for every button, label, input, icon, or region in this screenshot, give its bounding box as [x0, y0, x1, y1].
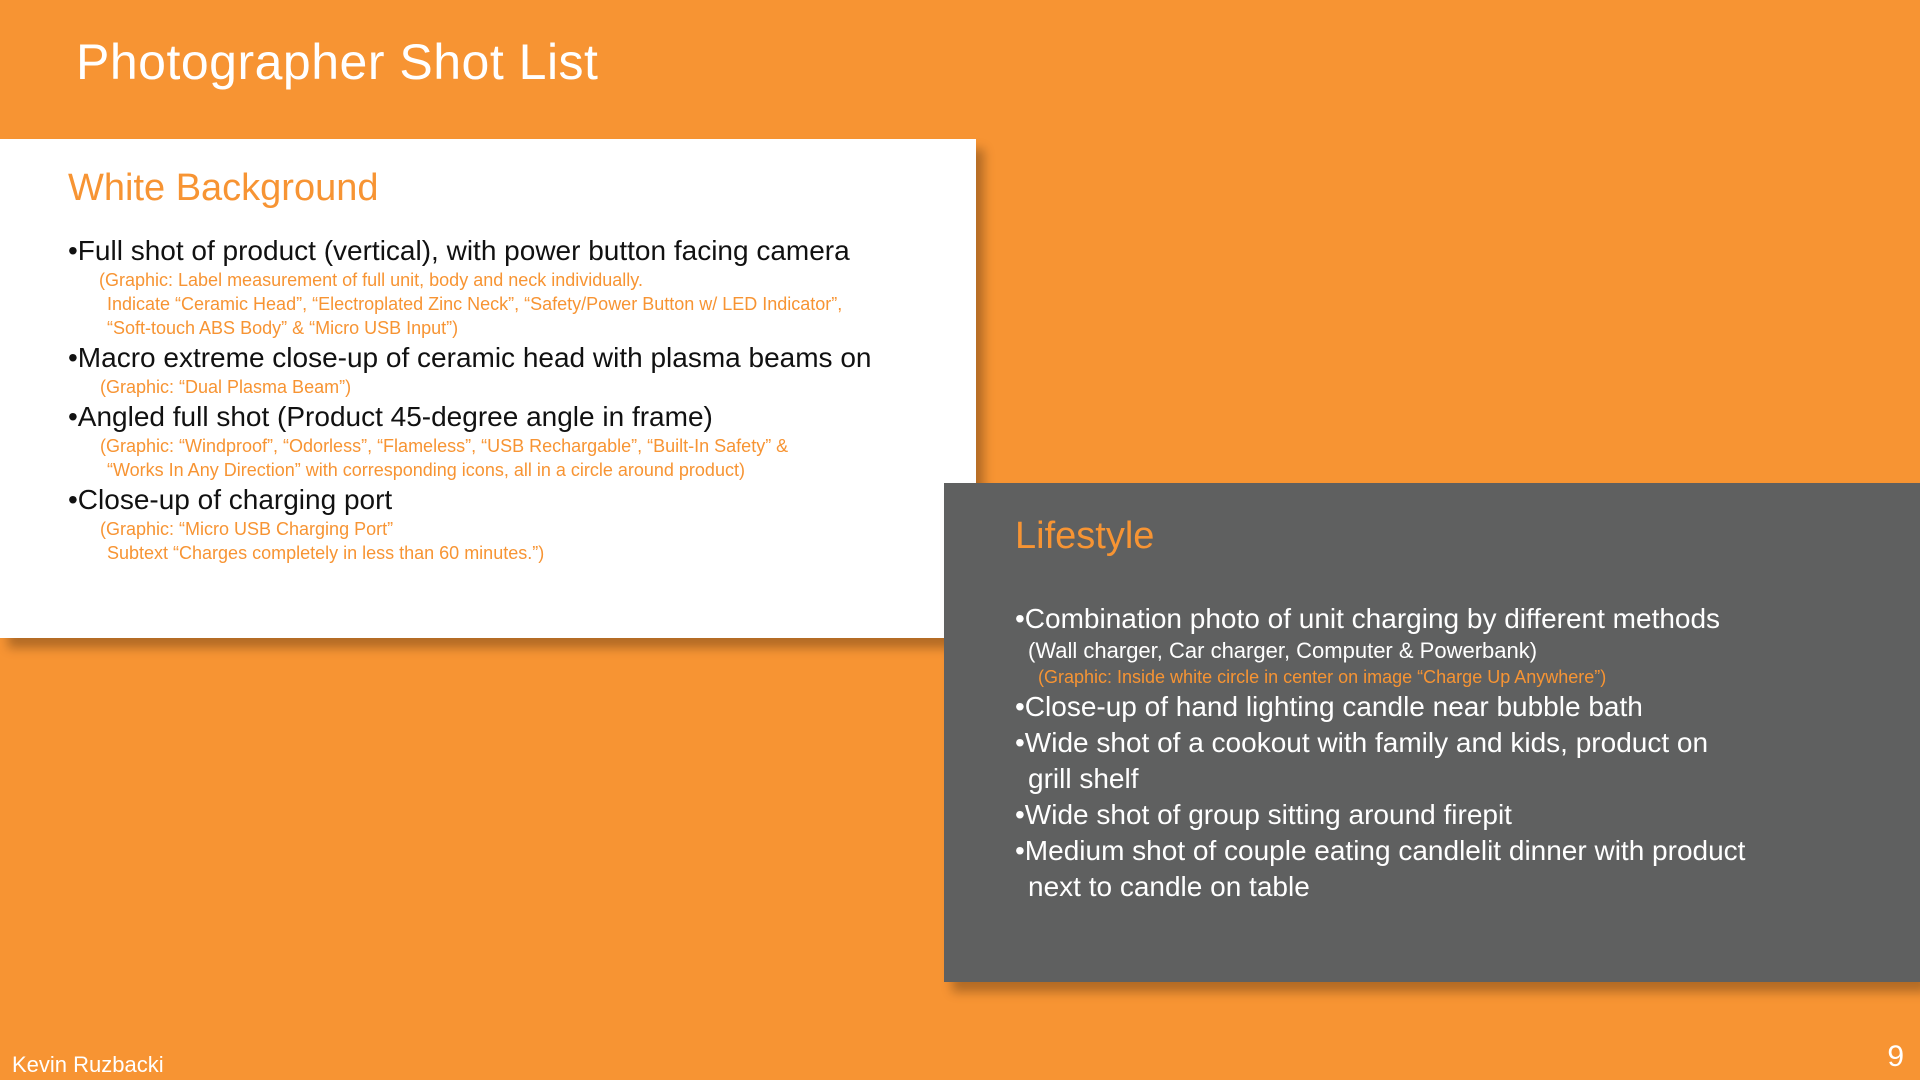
white-background-panel [0, 139, 976, 638]
shot-item: •Macro extreme close-up of ceramic head with plasma beams on [68, 342, 872, 373]
shot-note: “Soft-touch ABS Body” & “Micro USB Input”) [107, 318, 459, 338]
shot-note: (Graphic: “Micro USB Charging Port” [100, 519, 394, 539]
shot-item: •Wide shot of group sitting around firepit [1015, 799, 1512, 830]
shot-item: •Full shot of product (vertical), with power button facing camera [68, 235, 850, 266]
shot-note: (Graphic: Inside white circle in center on image “Charge Up Anywhere”) [1038, 667, 1607, 687]
shot-note: Indicate “Ceramic Head”, “Electroplated Zinc Neck”, “Safety/Power Button w/ LED Indicator”, [107, 294, 843, 314]
shot-item: •Angled full shot (Product 45-degree angle in frame) [68, 401, 713, 432]
shot-item-continuation: grill shelf [1028, 763, 1139, 794]
lifestyle-panel [944, 483, 1920, 982]
lifestyle-heading: Lifestyle [1015, 515, 1155, 557]
author-name: Kevin Ruzbacki [12, 1052, 164, 1077]
shot-item: •Wide shot of a cookout with family and kids, product on [1015, 727, 1709, 758]
shot-note: (Graphic: Label measurement of full unit, body and neck individually. [99, 270, 643, 290]
shot-item-continuation: next to candle on table [1028, 871, 1310, 902]
shot-note: “Works In Any Direction” with corresponding icons, all in a circle around product) [107, 460, 745, 480]
shot-item: •Close-up of charging port [68, 484, 393, 515]
shot-item: •Close-up of hand lighting candle near bubble bath [1015, 691, 1643, 722]
shot-item: •Medium shot of couple eating candlelit dinner with product [1015, 835, 1746, 866]
shot-note: (Graphic: “Dual Plasma Beam”) [100, 377, 352, 397]
shot-subtext: (Wall charger, Car charger, Computer & Powerbank) [1028, 638, 1538, 663]
white-background-heading: White Background [68, 167, 379, 209]
shot-note: Subtext “Charges completely in less than 60 minutes.”) [107, 543, 545, 563]
slide-title: Photographer Shot List [76, 34, 599, 90]
page-number: 9 [1887, 1040, 1904, 1073]
shot-note: (Graphic: “Windproof”, “Odorless”, “Flameless”, “USB Rechargable”, “Built-In Safety” & [100, 436, 789, 456]
shot-item: •Combination photo of unit charging by different methods [1015, 603, 1721, 634]
